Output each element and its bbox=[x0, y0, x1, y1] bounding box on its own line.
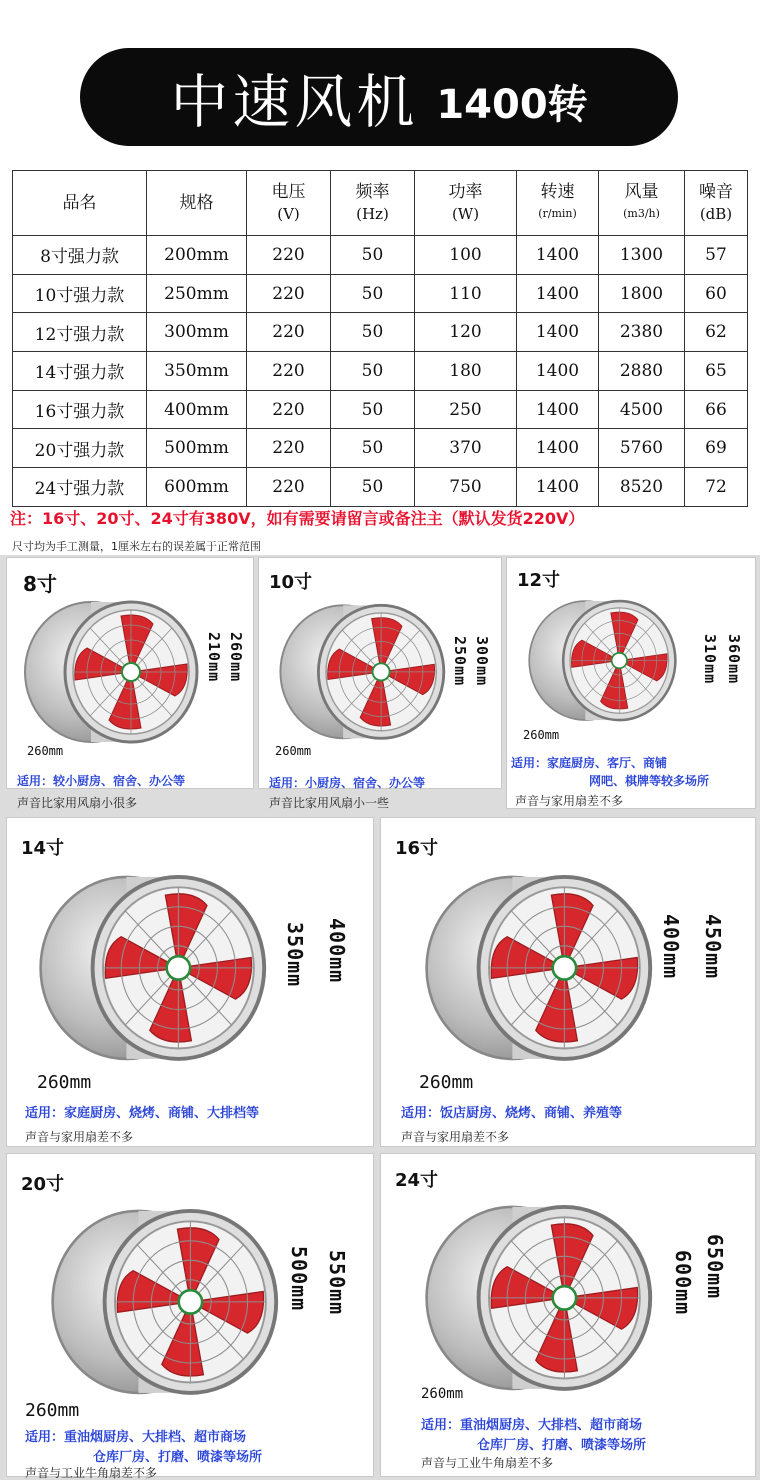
fan-image bbox=[411, 854, 671, 1074]
fan-image bbox=[411, 1184, 671, 1404]
table-cell: 50 bbox=[331, 352, 415, 391]
table-cell: 400mm bbox=[147, 390, 247, 429]
column-header bbox=[517, 171, 599, 236]
depth-dimension: 260mm bbox=[37, 1072, 92, 1093]
table-cell: 220 bbox=[247, 313, 331, 352]
table-cell: 220 bbox=[247, 274, 331, 313]
table-cell: 220 bbox=[247, 429, 331, 468]
table-row bbox=[13, 468, 748, 507]
title-banner bbox=[80, 48, 678, 146]
table-cell: 50 bbox=[331, 274, 415, 313]
fan-image bbox=[37, 1188, 297, 1408]
measurement-note: 尺寸均为手工测量，1厘米左右的误差属于正常范围 bbox=[12, 540, 261, 553]
table-cell: 1800 bbox=[599, 274, 685, 313]
column-header-label: 转速 bbox=[540, 182, 575, 202]
depth-dimension: 260mm bbox=[419, 1072, 474, 1093]
table-cell: 220 bbox=[247, 236, 331, 275]
use-line: 适用：饭店厨房、烧烤、商铺、养殖等 bbox=[401, 1106, 623, 1121]
table-cell: 100 bbox=[415, 236, 517, 275]
table-row bbox=[13, 352, 748, 391]
fan-image bbox=[13, 594, 213, 744]
size-label: 12寸 bbox=[517, 570, 561, 591]
column-header-label: 噪音 bbox=[699, 182, 733, 202]
table-cell: 10寸强力款 bbox=[13, 274, 147, 313]
fan-card-20 bbox=[6, 1153, 374, 1480]
table-cell: 66 bbox=[685, 390, 748, 429]
table-cell: 1400 bbox=[517, 352, 599, 391]
table-cell: 50 bbox=[331, 236, 415, 275]
table-cell: 60 bbox=[685, 274, 748, 313]
use-line: 仓库厂房、打磨、喷漆等场所 bbox=[93, 1450, 263, 1465]
table-cell: 500mm bbox=[147, 429, 247, 468]
table-cell: 50 bbox=[331, 468, 415, 507]
spec-table bbox=[12, 170, 748, 507]
table-cell: 1400 bbox=[517, 429, 599, 468]
table-cell: 5760 bbox=[599, 429, 685, 468]
table-row bbox=[13, 274, 748, 313]
noise-text: 声音与工业牛角扇差不多 bbox=[421, 1456, 554, 1470]
table-cell: 50 bbox=[331, 429, 415, 468]
table-cell: 65 bbox=[685, 352, 748, 391]
inner-dimension: 250mm bbox=[451, 636, 469, 687]
outer-dimension: 300mm bbox=[473, 636, 491, 687]
use-line: 适用：小厨房、宿舍、办公等 bbox=[269, 776, 426, 790]
inner-dimension: 310mm bbox=[701, 634, 719, 685]
table-row bbox=[13, 236, 748, 275]
column-header-unit: (m3/h) bbox=[623, 207, 660, 220]
table-cell: 1400 bbox=[517, 274, 599, 313]
depth-dimension: 260mm bbox=[27, 744, 64, 758]
table-cell: 14寸强力款 bbox=[13, 352, 147, 391]
table-cell: 69 bbox=[685, 429, 748, 468]
depth-dimension: 260mm bbox=[523, 728, 560, 742]
table-cell: 50 bbox=[331, 390, 415, 429]
size-label: 8寸 bbox=[23, 572, 57, 596]
table-body bbox=[13, 236, 748, 507]
use-line: 适用：家庭厨房、客厅、商铺 bbox=[511, 756, 668, 770]
outer-dimension: 260mm bbox=[227, 632, 245, 683]
noise-text: 声音比家用风扇小很多 bbox=[17, 796, 138, 810]
table-cell: 200mm bbox=[147, 236, 247, 275]
size-label: 16寸 bbox=[395, 838, 439, 859]
column-header-unit: (Hz) bbox=[356, 205, 389, 223]
outer-dimension: 650mm bbox=[703, 1234, 727, 1300]
table-cell: 1400 bbox=[517, 468, 599, 507]
inner-dimension: 600mm bbox=[671, 1250, 695, 1316]
column-header-label: 功率 bbox=[448, 182, 483, 202]
size-label: 10寸 bbox=[269, 572, 313, 593]
column-header bbox=[331, 171, 415, 236]
voltage-note: 注：16寸、20寸、24寸有380V，如有需要请留言或备注主（默认发货220V） bbox=[10, 509, 585, 528]
table-cell: 1400 bbox=[517, 390, 599, 429]
size-label: 20寸 bbox=[21, 1174, 65, 1195]
banner-title: 中速风机 bbox=[170, 68, 419, 136]
column-header-label: 电压 bbox=[271, 182, 306, 202]
table-cell: 2880 bbox=[599, 352, 685, 391]
table-cell: 250 bbox=[415, 390, 517, 429]
table-cell: 57 bbox=[685, 236, 748, 275]
table-cell: 1300 bbox=[599, 236, 685, 275]
size-label: 24寸 bbox=[395, 1170, 439, 1191]
fan-card-16 bbox=[380, 817, 756, 1147]
table-cell: 220 bbox=[247, 390, 331, 429]
fan-image bbox=[269, 594, 459, 744]
table-row bbox=[13, 390, 748, 429]
table-cell: 72 bbox=[685, 468, 748, 507]
column-header-label: 规格 bbox=[179, 193, 214, 213]
table-cell: 350mm bbox=[147, 352, 247, 391]
noise-text: 声音与家用扇差不多 bbox=[401, 1130, 510, 1144]
table-cell: 4500 bbox=[599, 390, 685, 429]
table-row bbox=[13, 313, 748, 352]
fan-image bbox=[25, 854, 285, 1074]
column-header bbox=[599, 171, 685, 236]
use-line: 仓库厂房、打磨、喷漆等场所 bbox=[477, 1438, 647, 1453]
table-cell: 220 bbox=[247, 352, 331, 391]
table-cell: 2380 bbox=[599, 313, 685, 352]
fan-card-12 bbox=[506, 557, 756, 809]
fan-card-8 bbox=[6, 557, 254, 810]
banner-speed: 1400转 bbox=[436, 81, 588, 128]
column-header-label: 频率 bbox=[355, 182, 390, 202]
table-cell: 62 bbox=[685, 313, 748, 352]
use-line: 网吧、棋牌等较多场所 bbox=[589, 774, 710, 788]
column-header-label: 品名 bbox=[62, 193, 97, 213]
table-cell: 24寸强力款 bbox=[13, 468, 147, 507]
use-line: 适用：重油烟厨房、大排档、超市商场 bbox=[25, 1430, 247, 1445]
fan-gallery bbox=[0, 555, 760, 1480]
fan-card-14 bbox=[6, 817, 374, 1147]
table-cell: 1400 bbox=[517, 313, 599, 352]
table-cell: 180 bbox=[415, 352, 517, 391]
size-label: 14寸 bbox=[21, 838, 65, 859]
table-cell: 8520 bbox=[599, 468, 685, 507]
noise-text: 声音与工业牛角扇差不多 bbox=[25, 1466, 158, 1480]
column-header bbox=[415, 171, 517, 236]
fan-card-10 bbox=[258, 557, 502, 810]
noise-text: 声音与家用扇差不多 bbox=[25, 1130, 134, 1144]
column-header bbox=[147, 171, 247, 236]
depth-dimension: 260mm bbox=[275, 744, 312, 758]
inner-dimension: 400mm bbox=[659, 914, 683, 980]
column-header-unit: (W) bbox=[451, 205, 480, 223]
table-cell: 250mm bbox=[147, 274, 247, 313]
inner-dimension: 500mm bbox=[287, 1246, 311, 1312]
outer-dimension: 450mm bbox=[701, 914, 725, 980]
outer-dimension: 400mm bbox=[325, 918, 349, 984]
column-header-label: 风量 bbox=[624, 182, 659, 202]
table-cell: 110 bbox=[415, 274, 517, 313]
fan-card-24 bbox=[380, 1153, 756, 1477]
use-line: 适用：重油烟厨房、大排档、超市商场 bbox=[421, 1418, 643, 1433]
table-cell: 370 bbox=[415, 429, 517, 468]
fan-image bbox=[519, 588, 689, 728]
table-cell: 120 bbox=[415, 313, 517, 352]
table-cell: 8寸强力款 bbox=[13, 236, 147, 275]
use-line: 适用：较小厨房、宿舍、办公等 bbox=[17, 774, 186, 788]
noise-text: 声音比家用风扇小一些 bbox=[269, 796, 390, 810]
depth-dimension: 260mm bbox=[421, 1386, 464, 1402]
column-header-unit: (r/min) bbox=[538, 207, 577, 220]
outer-dimension: 550mm bbox=[325, 1250, 349, 1316]
table-cell: 750 bbox=[415, 468, 517, 507]
table-cell: 20寸强力款 bbox=[13, 429, 147, 468]
column-header bbox=[685, 171, 748, 236]
table-cell: 16寸强力款 bbox=[13, 390, 147, 429]
noise-text: 声音与家用扇差不多 bbox=[515, 794, 624, 808]
table-row bbox=[13, 429, 748, 468]
table-cell: 50 bbox=[331, 313, 415, 352]
column-header bbox=[247, 171, 331, 236]
inner-dimension: 210mm bbox=[205, 632, 223, 683]
inner-dimension: 350mm bbox=[283, 922, 307, 988]
column-header-unit: (V) bbox=[277, 205, 300, 223]
column-header bbox=[13, 171, 147, 236]
use-line: 适用：家庭厨房、烧烤、商铺、大排档等 bbox=[25, 1106, 260, 1121]
table-cell: 220 bbox=[247, 468, 331, 507]
column-header-unit: (dB) bbox=[699, 205, 733, 223]
table-cell: 600mm bbox=[147, 468, 247, 507]
table-cell: 12寸强力款 bbox=[13, 313, 147, 352]
table-cell: 1400 bbox=[517, 236, 599, 275]
depth-dimension: 260mm bbox=[25, 1400, 80, 1421]
outer-dimension: 360mm bbox=[725, 634, 743, 685]
table-header-row bbox=[13, 171, 748, 236]
table-cell: 300mm bbox=[147, 313, 247, 352]
